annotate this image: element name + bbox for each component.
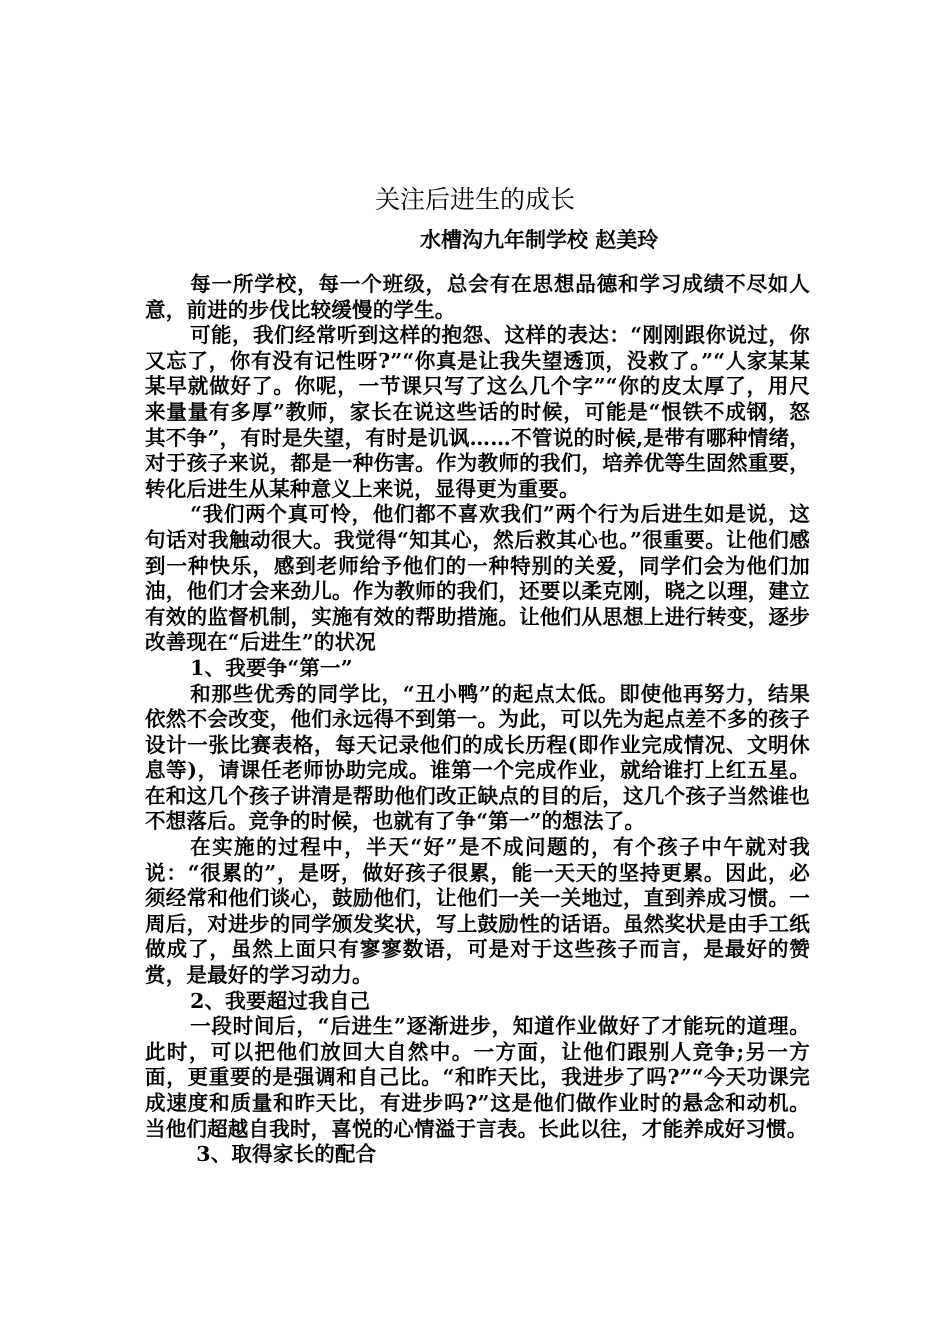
document-title: 关注后进生的成长 bbox=[374, 185, 575, 214]
section-heading: 1、我要争“第一” bbox=[190, 655, 353, 680]
author-byline: 水槽沟九年制学校 赵美玲 bbox=[420, 227, 659, 252]
section-heading: 2、我要超过我自己 bbox=[190, 988, 371, 1013]
paragraph: 在实施的过程中，半天“好”是不成问题的，有个孩子中午就对我说：“很累的”，是呀，做好孩子很累，能一天天的坚持更累。因此，必须经常和他们谈心，鼓励他们，让他们一关一关地过，直到养成习惯。一周后，对进步的同学颁发奖状，写上鼓励性的话语。虽然奖状是由手工纸做成了，虽然上面只有寥寥数语，可是对于这些孩子而言，是最好的赞赏，是最好的学习动力。 bbox=[145, 835, 810, 988]
paragraph: 每一所学校，每一个班级，总会有在思想品德和学习成绩不尽如人意，前进的步伐比较缓慢的学生。 bbox=[145, 272, 810, 322]
section-heading: 3、取得家长的配合 bbox=[196, 1142, 377, 1167]
paragraph: 可能，我们经常听到这样的抱怨、这样的表达：“刚刚跟你说过，你又忘了，你有没有记性呀?”“你真是让我失望透顶，没救了。”“人家某某某早就做好了。你呢，一节课只写了这么几个字”“你的皮太厚了，用尺来量量有多厚”教师，家长在说这些话的时候，可能是“恨铁不成钢，怒其不争”，有时是失望，有时是讥讽……不管说的时候,是带有哪种情绪，对于孩子来说，都是一种伤害。作为教师的我们，培养优等生固然重要，转化后进生从某种意义上来说，显得更为重要。 bbox=[145, 323, 810, 501]
paragraph: “我们两个真可怜，他们都不喜欢我们”两个行为后进生如是说，这句话对我触动很大。我觉得“知其心，然后救其心也。”很重要。让他们感到一种快乐，感到老师给予他们的一种特别的关爱，同学们会为他们加油，他们才会来劲儿。作为教师的我们，还要以柔克刚，晓之以理，建立有效的监督机制，实施有效的帮助措施。让他们从思想上进行转变，逐步改善现在“后进生”的状况 bbox=[145, 502, 810, 655]
paragraph: 一段时间后，“后进生”逐渐进步，知道作业做好了才能玩的道理。此时，可以把他们放回大自然中。一方面，让他们跟别人竞争;另一方面，更重要的是强调和自己比。“和昨天比，我进步了吗?”“今天功课完成速度和质量和昨天比，有进步吗?”这是他们做作业时的悬念和动机。当他们超越自我时，喜悦的心情溢于言表。长此以往，才能养成好习惯。 bbox=[145, 1014, 810, 1141]
document-body bbox=[145, 272, 810, 1168]
paragraph: 和那些优秀的同学比，“丑小鸭”的起点太低。即使他再努力，结果依然不会改变，他们永远得不到第一。为此，可以先为起点差不多的孩子设计一张比赛表格，每天记录他们的成长历程(即作业完成情况、文明休息等)，请课任老师协助完成。谁第一个完成作业，就给谁打上红五星。在和这几个孩子讲清是帮助他们改正缺点的目的后，这几个孩子当然谁也不想落后。竞争的时候，也就有了争“第一”的想法了。 bbox=[145, 681, 810, 834]
